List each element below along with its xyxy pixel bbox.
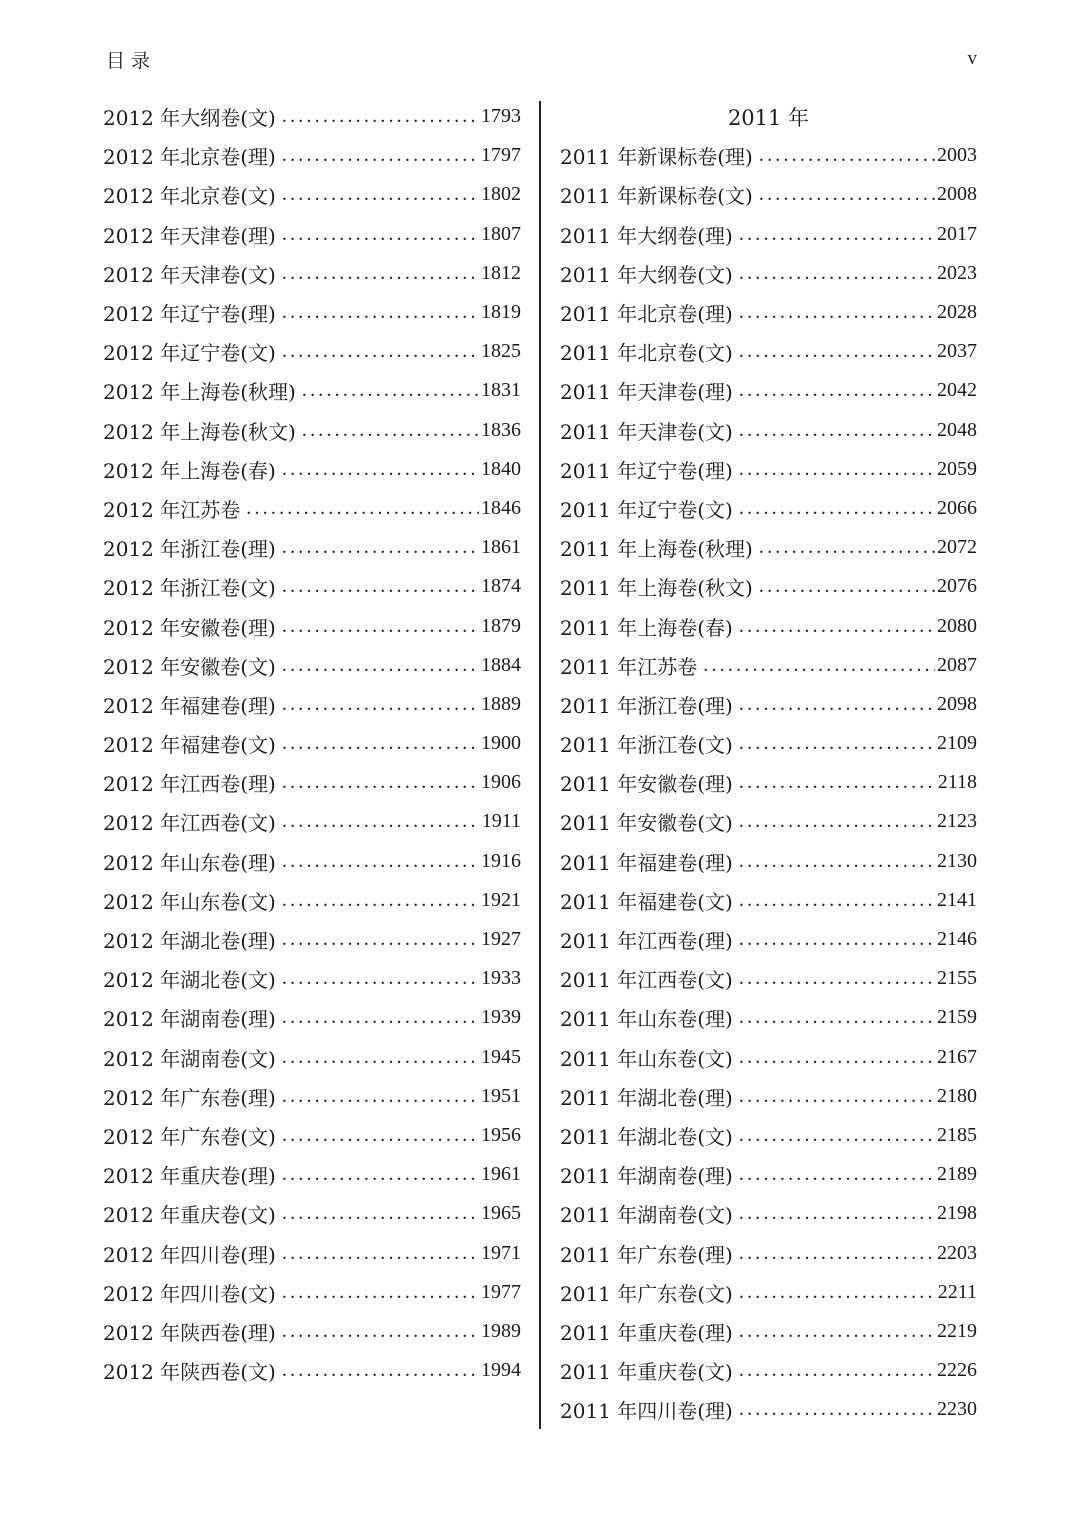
toc-entry[interactable] — [103, 528, 521, 567]
toc-entry[interactable] — [103, 215, 521, 254]
toc-entry-label: 2012 年天津卷(理) — [103, 223, 276, 248]
dot-leader — [282, 1202, 479, 1225]
toc-entry-page: 2189 — [937, 1163, 977, 1186]
toc-entry[interactable] — [560, 685, 977, 724]
toc-entry-page: 1989 — [481, 1319, 521, 1342]
toc-entry-label: 2011 年湖北卷(文) — [560, 1124, 733, 1149]
toc-entry-page: 1831 — [481, 379, 521, 402]
toc-entry-label: 2011 年重庆卷(文) — [560, 1360, 733, 1385]
dot-leader — [739, 1202, 935, 1225]
dot-leader — [739, 1359, 935, 1382]
toc-entry[interactable] — [560, 724, 977, 763]
toc-entry-label: 2011 年安徽卷(文) — [560, 811, 733, 836]
toc-entry[interactable] — [103, 1038, 521, 1077]
dot-leader — [759, 536, 935, 559]
toc-entry[interactable] — [103, 1351, 521, 1390]
toc-entry-label: 2012 年湖南卷(文) — [103, 1046, 276, 1071]
toc-entry-page: 1961 — [481, 1163, 521, 1186]
toc-entry[interactable] — [103, 332, 521, 371]
toc-entry[interactable] — [560, 1312, 977, 1351]
dot-leader — [739, 262, 935, 285]
toc-entry-page: 1793 — [481, 105, 521, 128]
dot-leader — [739, 889, 935, 912]
toc-entry[interactable] — [560, 881, 977, 920]
dot-leader — [302, 419, 479, 442]
toc-entry[interactable] — [560, 332, 977, 371]
toc-entry[interactable] — [560, 489, 977, 528]
section-title-2011: 2011 年 — [727, 105, 810, 130]
dot-leader — [282, 693, 479, 716]
dot-leader — [282, 615, 479, 638]
dot-leader — [739, 615, 935, 638]
toc-entry-page: 2059 — [937, 457, 977, 480]
dot-leader — [739, 1085, 935, 1108]
dot-leader — [282, 1124, 479, 1147]
toc-entry-page: 2023 — [937, 261, 977, 284]
toc-entry-label: 2011 年浙江卷(文) — [560, 733, 733, 758]
toc-entry[interactable] — [103, 842, 521, 881]
toc-entry-page: 1807 — [481, 222, 521, 245]
toc-entry[interactable] — [103, 998, 521, 1037]
toc-entry-page: 2048 — [937, 418, 977, 441]
toc-entry-page: 1994 — [481, 1359, 521, 1382]
toc-right-column — [560, 97, 977, 1429]
toc-entry-label: 2012 年辽宁卷(文) — [103, 341, 276, 366]
toc-entry[interactable] — [103, 1116, 521, 1155]
toc-entry-label: 2012 年北京卷(理) — [103, 145, 276, 170]
toc-entry-page: 1825 — [481, 340, 521, 363]
toc-entry[interactable] — [103, 489, 521, 528]
dot-leader — [282, 654, 479, 677]
toc-entry-page: 1911 — [481, 810, 521, 833]
toc-entry[interactable] — [560, 450, 977, 489]
toc-entry[interactable] — [560, 842, 977, 881]
dot-leader — [282, 105, 479, 128]
toc-entry[interactable] — [103, 685, 521, 724]
dot-leader — [282, 144, 479, 167]
toc-entry-page: 2130 — [937, 849, 977, 872]
toc-entry-page: 1945 — [481, 1045, 521, 1068]
toc-entry-label: 2011 年山东卷(理) — [560, 1007, 733, 1032]
toc-entry-label: 2011 年大纲卷(理) — [560, 223, 733, 248]
toc-entry[interactable] — [560, 175, 977, 214]
toc-entry-page: 2076 — [937, 575, 977, 598]
dot-leader — [739, 771, 936, 794]
toc-entry-label: 2011 年上海卷(秋文) — [560, 576, 753, 601]
dot-leader — [282, 340, 479, 363]
dot-leader — [739, 1242, 935, 1265]
toc-entry[interactable] — [560, 646, 977, 685]
dot-leader — [282, 262, 479, 285]
dot-leader — [282, 1320, 479, 1343]
toc-entry-page: 1927 — [481, 928, 521, 951]
toc-entry[interactable] — [560, 606, 977, 645]
toc-entry-page: 1802 — [481, 183, 521, 206]
dot-leader — [282, 1046, 479, 1069]
toc-entry-page: 1965 — [481, 1202, 521, 1225]
toc-entry[interactable] — [560, 1273, 977, 1312]
toc-entry-label: 2012 年四川卷(理) — [103, 1242, 276, 1267]
toc-entry-page: 2146 — [937, 928, 977, 951]
toc-entry-page: 1812 — [481, 261, 521, 284]
dot-leader — [282, 1242, 479, 1265]
dot-leader — [282, 732, 479, 755]
toc-entry[interactable] — [103, 567, 521, 606]
toc-entry[interactable] — [103, 920, 521, 959]
toc-entry-page: 1971 — [481, 1241, 521, 1264]
toc-entry-label: 2011 年广东卷(文) — [560, 1281, 733, 1306]
toc-entry-label: 2011 年天津卷(文) — [560, 419, 733, 444]
toc-entry-label: 2011 年福建卷(文) — [560, 889, 733, 914]
toc-entry-page: 2066 — [937, 496, 977, 519]
toc-entry-page: 2219 — [937, 1319, 977, 1342]
dot-leader — [739, 497, 935, 520]
toc-entry-label: 2011 年江西卷(理) — [560, 929, 733, 954]
toc-entry-label: 2012 年安徽卷(文) — [103, 654, 276, 679]
toc-entry[interactable] — [103, 175, 521, 214]
toc-entry[interactable] — [103, 411, 521, 450]
dot-leader — [739, 340, 935, 363]
toc-entry-label: 2011 年重庆卷(理) — [560, 1320, 733, 1345]
toc-entry[interactable] — [103, 1233, 521, 1272]
toc-entry[interactable] — [103, 1312, 521, 1351]
toc-entry[interactable] — [103, 1273, 521, 1312]
dot-leader — [282, 536, 479, 559]
toc-entry-label: 2012 年山东卷(理) — [103, 850, 276, 875]
toc-entry[interactable] — [103, 97, 521, 136]
dot-leader — [282, 575, 479, 598]
toc-entry-page: 2080 — [937, 614, 977, 637]
dot-leader — [739, 419, 935, 442]
dot-leader — [739, 1398, 935, 1421]
dot-leader — [282, 1085, 479, 1108]
toc-entry-label: 2011 年大纲卷(文) — [560, 262, 733, 287]
toc-entry-page: 2198 — [937, 1202, 977, 1225]
toc-entry[interactable] — [560, 411, 977, 450]
toc-entry[interactable] — [560, 567, 977, 606]
toc-entry-label: 2011 年湖南卷(理) — [560, 1164, 733, 1189]
dot-leader — [759, 183, 935, 206]
toc-entry-page: 1879 — [481, 614, 521, 637]
toc-entry-label: 2012 年湖北卷(理) — [103, 929, 276, 954]
toc-entry[interactable] — [560, 528, 977, 567]
dot-leader — [282, 928, 479, 951]
toc-entry-label: 2011 年江西卷(文) — [560, 968, 733, 993]
page-number: v — [967, 48, 977, 69]
dot-leader — [246, 497, 479, 520]
toc-entry-label: 2012 年山东卷(文) — [103, 889, 276, 914]
dot-leader — [739, 732, 935, 755]
dot-leader — [739, 458, 935, 481]
toc-entry-page: 2141 — [937, 888, 977, 911]
toc-entry-label: 2011 年广东卷(理) — [560, 1242, 733, 1267]
toc-entry[interactable] — [103, 606, 521, 645]
dot-leader — [739, 1320, 935, 1343]
toc-entry-label: 2012 年上海卷(春) — [103, 458, 276, 483]
toc-entry-label: 2011 年四川卷(理) — [560, 1399, 733, 1424]
dot-leader — [739, 1046, 935, 1069]
dot-leader — [282, 1281, 479, 1304]
dot-leader — [282, 1006, 479, 1029]
toc-entry[interactable] — [103, 371, 521, 410]
toc-entry[interactable] — [560, 920, 977, 959]
toc-entry-label: 2012 年湖北卷(文) — [103, 968, 276, 993]
toc-entry-page: 1933 — [481, 967, 521, 990]
toc-entry-page: 2109 — [937, 732, 977, 755]
dot-leader — [739, 1124, 935, 1147]
dot-leader — [739, 810, 935, 833]
dot-leader — [282, 889, 479, 912]
toc-entry-page: 2098 — [937, 692, 977, 715]
toc-entry-page: 2017 — [937, 222, 977, 245]
dot-leader — [739, 1163, 935, 1186]
toc-entry[interactable] — [560, 1155, 977, 1194]
toc-entry[interactable] — [103, 881, 521, 920]
toc-entry-page: 2203 — [937, 1241, 977, 1264]
toc-entry-label: 2012 年江西卷(文) — [103, 811, 276, 836]
toc-entry-label: 2012 年安徽卷(理) — [103, 615, 276, 640]
toc-entry-label: 2011 年北京卷(文) — [560, 341, 733, 366]
toc-entry-page: 2028 — [937, 301, 977, 324]
toc-entry-label: 2012 年福建卷(文) — [103, 733, 276, 758]
toc-entry-label: 2011 年湖南卷(文) — [560, 1203, 733, 1228]
toc-entry-label: 2012 年广东卷(文) — [103, 1124, 276, 1149]
dot-leader — [282, 1163, 479, 1186]
toc-entry[interactable] — [560, 763, 977, 802]
dot-leader — [739, 223, 935, 246]
toc-entry-page: 1819 — [481, 301, 521, 324]
dot-leader — [703, 654, 935, 677]
toc-entry-page: 1977 — [481, 1280, 521, 1303]
toc-entry-label: 2011 年新课标卷(理) — [560, 145, 753, 170]
toc-entry[interactable] — [103, 763, 521, 802]
toc-entry[interactable] — [560, 371, 977, 410]
column-divider — [539, 101, 541, 1429]
toc-entry-label: 2012 年重庆卷(理) — [103, 1164, 276, 1189]
toc-entry[interactable] — [103, 959, 521, 998]
toc-entry-label: 2011 年江苏卷 — [560, 654, 698, 679]
toc-entry-label: 2012 年浙江卷(理) — [103, 537, 276, 562]
toc-entry[interactable] — [103, 293, 521, 332]
toc-entry[interactable] — [560, 998, 977, 1037]
toc-entry[interactable] — [103, 1194, 521, 1233]
toc-entry[interactable] — [103, 1077, 521, 1116]
toc-entry[interactable] — [560, 254, 977, 293]
toc-entry-page: 1797 — [481, 144, 521, 167]
toc-entry[interactable] — [560, 959, 977, 998]
dot-leader — [759, 144, 935, 167]
toc-entry-label: 2011 年新课标卷(文) — [560, 184, 753, 209]
dot-leader — [739, 967, 935, 990]
dot-leader — [739, 850, 935, 873]
dot-leader — [739, 1006, 935, 1029]
toc-entry[interactable] — [103, 802, 521, 841]
toc-entry-label: 2011 年辽宁卷(理) — [560, 458, 733, 483]
toc-entry[interactable] — [560, 1390, 977, 1429]
toc-entry-label: 2011 年上海卷(春) — [560, 615, 733, 640]
toc-entry-page: 2155 — [937, 967, 977, 990]
toc-entry-label: 2011 年湖北卷(理) — [560, 1085, 733, 1110]
toc-entry-label: 2012 年大纲卷(文) — [103, 106, 276, 131]
dot-leader — [282, 967, 479, 990]
running-header-title: 目录 — [106, 50, 157, 72]
toc-entry-page: 1956 — [481, 1123, 521, 1146]
toc-entry-page: 2230 — [937, 1398, 977, 1421]
dot-leader — [282, 458, 479, 481]
dot-leader — [282, 301, 479, 324]
dot-leader — [282, 223, 479, 246]
toc-entry[interactable] — [103, 450, 521, 489]
dot-leader — [759, 575, 935, 598]
dot-leader — [739, 301, 935, 324]
toc-entry[interactable] — [103, 724, 521, 763]
toc-entry-page: 1861 — [481, 536, 521, 559]
dot-leader — [739, 1281, 936, 1304]
toc-entry-page: 1900 — [481, 732, 521, 755]
toc-entry-page: 1836 — [481, 418, 521, 441]
toc-entry-page: 2003 — [937, 144, 977, 167]
toc-entry-page: 2211 — [937, 1280, 977, 1303]
toc-entry-label: 2012 年广东卷(理) — [103, 1085, 276, 1110]
toc-entry-label: 2012 年四川卷(文) — [103, 1281, 276, 1306]
toc-entry-label: 2011 年上海卷(秋理) — [560, 537, 753, 562]
toc-entry-page: 2185 — [937, 1123, 977, 1146]
dot-leader — [282, 771, 479, 794]
toc-entry-label: 2011 年天津卷(理) — [560, 380, 733, 405]
toc-entry[interactable] — [560, 1077, 977, 1116]
toc-entry-page: 1840 — [481, 457, 521, 480]
toc-entry-page: 2037 — [937, 340, 977, 363]
toc-entry-page: 2072 — [937, 536, 977, 559]
toc-entry-label: 2012 年湖南卷(理) — [103, 1007, 276, 1032]
toc-entry[interactable] — [560, 802, 977, 841]
toc-entry-label: 2011 年辽宁卷(文) — [560, 497, 733, 522]
toc-entry-page: 2167 — [937, 1045, 977, 1068]
dot-leader — [282, 183, 479, 206]
toc-entry[interactable] — [560, 215, 977, 254]
toc-left-column — [103, 97, 521, 1390]
toc-entry[interactable] — [560, 1038, 977, 1077]
toc-entry-page: 2226 — [937, 1359, 977, 1382]
toc-entry-label: 2011 年浙江卷(理) — [560, 693, 733, 718]
toc-entry-page: 2008 — [937, 183, 977, 206]
toc-entry-page: 2118 — [937, 771, 977, 794]
toc-entry-label: 2012 年北京卷(文) — [103, 184, 276, 209]
toc-entry-page: 1921 — [481, 888, 521, 911]
toc-entry[interactable] — [560, 1116, 977, 1155]
toc-entry-page: 1889 — [481, 692, 521, 715]
toc-entry-page: 1951 — [481, 1084, 521, 1107]
toc-entry-label: 2012 年陕西卷(理) — [103, 1320, 276, 1345]
dot-leader — [282, 810, 480, 833]
dot-leader — [739, 693, 935, 716]
dot-leader — [282, 850, 479, 873]
toc-entry-label: 2012 年江苏卷 — [103, 497, 241, 522]
dot-leader — [282, 1359, 479, 1382]
toc-entry-page: 2087 — [937, 653, 977, 676]
toc-entry[interactable] — [560, 1194, 977, 1233]
toc-entry[interactable] — [560, 293, 977, 332]
dot-leader — [302, 379, 479, 402]
toc-entry-page: 1906 — [481, 771, 521, 794]
toc-entry[interactable] — [560, 1351, 977, 1390]
toc-entry-label: 2011 年福建卷(理) — [560, 850, 733, 875]
toc-entry-page: 2042 — [937, 379, 977, 402]
toc-entry-label: 2012 年浙江卷(文) — [103, 576, 276, 601]
toc-entry-page: 2180 — [937, 1084, 977, 1107]
toc-entry-page: 1916 — [481, 849, 521, 872]
toc-entry-label: 2011 年北京卷(理) — [560, 302, 733, 327]
toc-entry[interactable] — [103, 136, 521, 175]
toc-entry-label: 2011 年山东卷(文) — [560, 1046, 733, 1071]
toc-entry-label: 2012 年江西卷(理) — [103, 772, 276, 797]
toc-entry-page: 2159 — [937, 1006, 977, 1029]
toc-entry-page: 2123 — [937, 810, 977, 833]
toc-entry-page: 1846 — [481, 496, 521, 519]
toc-entry-label: 2012 年天津卷(文) — [103, 262, 276, 287]
toc-entry-label: 2012 年福建卷(理) — [103, 693, 276, 718]
toc-entry-label: 2011 年安徽卷(理) — [560, 772, 733, 797]
toc-entry[interactable] — [560, 136, 977, 175]
dot-leader — [739, 379, 935, 402]
toc-entry-page: 1939 — [481, 1006, 521, 1029]
toc-entry-label: 2012 年上海卷(秋理) — [103, 380, 296, 405]
toc-entry-label: 2012 年重庆卷(文) — [103, 1203, 276, 1228]
toc-entry-label: 2012 年上海卷(秋文) — [103, 419, 296, 444]
toc-entry[interactable] — [103, 1155, 521, 1194]
toc-entry[interactable] — [560, 1233, 977, 1272]
dot-leader — [739, 928, 935, 951]
toc-entry-label: 2012 年陕西卷(文) — [103, 1360, 276, 1385]
toc-entry-page: 1884 — [481, 653, 521, 676]
toc-entry-page: 1874 — [481, 575, 521, 598]
toc-entry-label: 2012 年辽宁卷(理) — [103, 302, 276, 327]
toc-entry[interactable] — [103, 646, 521, 685]
toc-entry[interactable] — [103, 254, 521, 293]
